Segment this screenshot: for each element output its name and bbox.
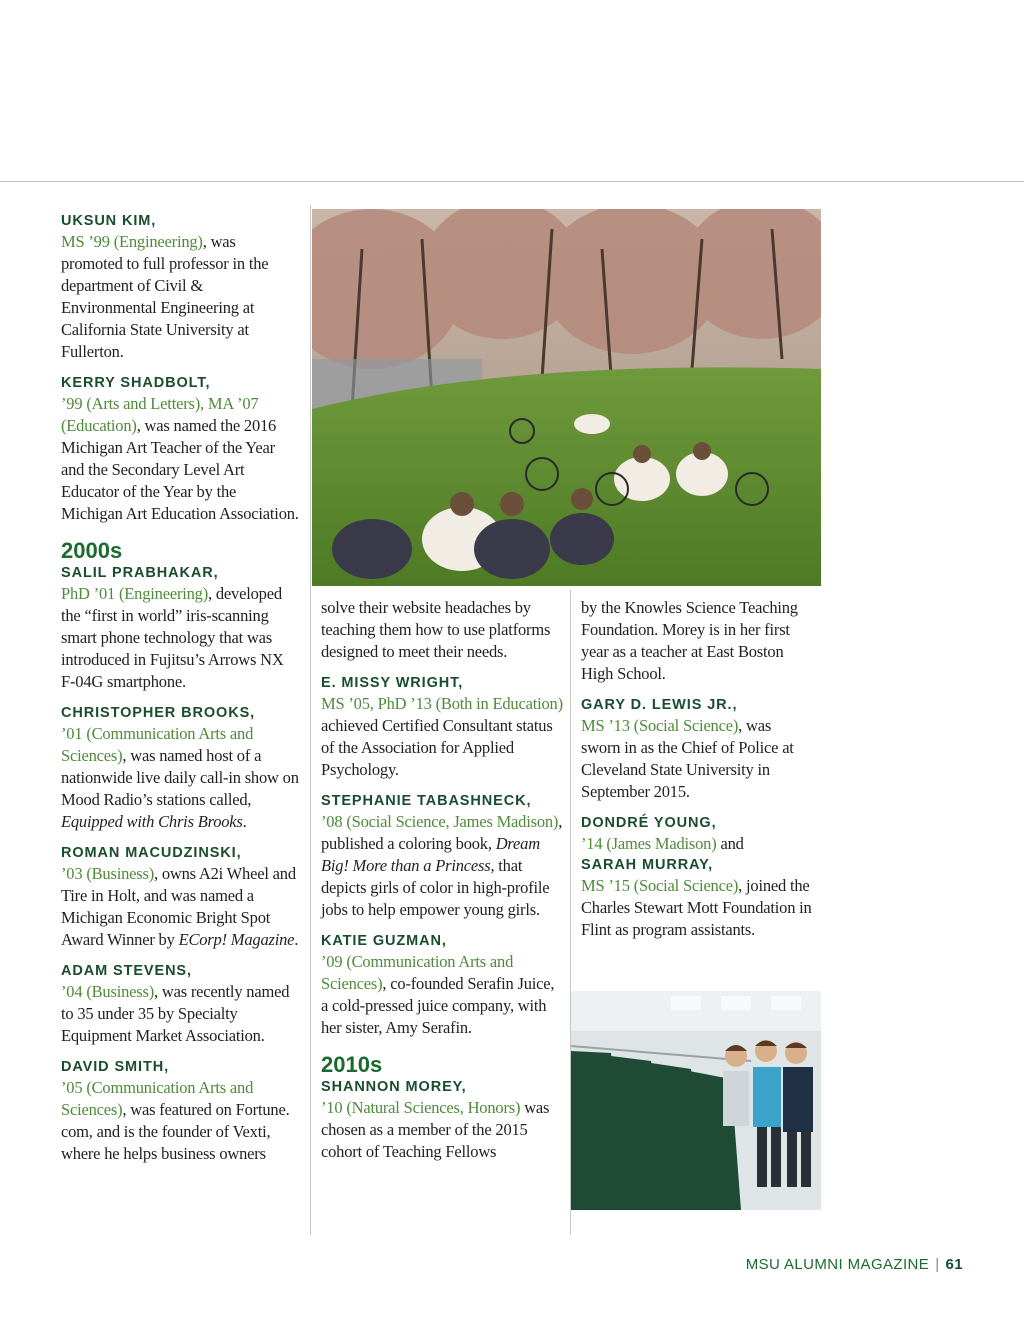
decade-heading-2010s: 2010s xyxy=(321,1052,383,1077)
note-body xyxy=(61,863,301,951)
note-end: . xyxy=(294,930,299,949)
class-note-david-smith xyxy=(61,1057,301,1165)
degree-info: MS ’13 (Social Science) xyxy=(581,716,739,735)
alumni-name: SARAH MURRAY, xyxy=(581,857,714,873)
note-body xyxy=(581,715,813,803)
class-note-dondre-young xyxy=(581,813,813,855)
column-2 xyxy=(321,597,563,1173)
class-note-kerry-shadbolt xyxy=(61,373,301,525)
alumni-name: KATIE GUZMAN, xyxy=(321,933,447,949)
shop-illustration xyxy=(571,991,821,1210)
alumni-name: DONDRÉ YOUNG, xyxy=(581,815,717,831)
footer-separator: | xyxy=(935,1256,940,1273)
photo-students-shopping-jerseys xyxy=(571,991,821,1210)
note-text: , was named the 2016 Michigan Art Teacher of the Year and the Secondary Level Art Educator of the Year by the Michigan Art Education Association. xyxy=(61,416,299,523)
note-text: , was featured on Fortune. com, and is the founder of Vexti, where he helps business owners xyxy=(61,1100,290,1163)
class-note-uksun-kim xyxy=(61,211,301,363)
degree-info: ’05 (Communication Arts and Sciences) xyxy=(61,1078,254,1119)
class-note-adam-stevens xyxy=(61,961,301,1047)
header-rule xyxy=(0,181,1024,182)
note-body xyxy=(61,981,301,1047)
magazine-title: ECorp! Magazine xyxy=(178,930,295,949)
note-text: , was named host of a nationwide live daily call-in show on Mood Radio’s stations called, xyxy=(61,746,299,809)
class-note-salil-prabhakar xyxy=(61,563,301,693)
alumni-name: SHANNON MOREY, xyxy=(321,1079,467,1095)
degree-info: MS ’99 (Engineering) xyxy=(61,232,203,251)
alumni-name: STEPHANIE TABASHNECK, xyxy=(321,793,532,809)
class-note-roman-macudzinski xyxy=(61,843,301,951)
column-3 xyxy=(581,597,813,951)
degree-info: MS ’05, PhD ’13 (Both in Education) xyxy=(321,694,563,713)
class-note-christopher-brooks xyxy=(61,703,301,833)
alumni-name: GARY D. LEWIS JR., xyxy=(581,697,738,713)
class-note-shannon-morey xyxy=(321,1077,563,1163)
note-body xyxy=(61,583,301,693)
alumni-name: SALIL PRABHAKAR, xyxy=(61,565,219,581)
note-body xyxy=(321,1097,563,1163)
degree-info: PhD ’01 (Engineering) xyxy=(61,584,209,603)
note-text: , developed the “first in world” iris-scanning smart phone technology that was introduced in Fujitsu’s Arrows NX F-04G smartphone. xyxy=(61,584,284,691)
note-text: was chosen as a member of the 2015 cohort of Teaching Fellows xyxy=(321,1098,550,1161)
alumni-name: E. MISSY WRIGHT, xyxy=(321,675,464,691)
lawn-illustration xyxy=(312,209,821,586)
note-text: achieved Certified Consultant status of the Association for Applied Psychology. xyxy=(321,716,553,779)
note-continued-text: solve their website headaches by teaching them how to use platforms designed to meet their needs. xyxy=(321,598,551,661)
degree-info: ’14 (James Madison) xyxy=(581,834,717,853)
note-body xyxy=(61,231,301,363)
note-text: , was recently named to 35 under 35 by Specialty Equipment Market Association. xyxy=(61,982,290,1045)
column-1 xyxy=(61,211,301,1175)
note-body xyxy=(321,693,563,781)
note-continued-text: by the Knowles Science Teaching Foundation. Morey is in her first year as a teacher at East Boston High School. xyxy=(581,598,798,683)
degree-info: ’01 (Communication Arts and Sciences) xyxy=(61,724,254,765)
note-body xyxy=(581,875,813,941)
class-note-stephanie-tabashneck xyxy=(321,791,563,921)
column-divider-1 xyxy=(310,205,311,1235)
photo-students-on-campus-lawn xyxy=(312,209,821,586)
note-body xyxy=(321,951,563,1039)
note-text: , was promoted to full professor in the department of Civil & Environmental Engineering at California State University at Fullerton. xyxy=(61,232,269,361)
note-body xyxy=(61,393,301,525)
note-body xyxy=(61,1077,301,1165)
page-number: 61 xyxy=(945,1256,963,1273)
class-note-gary-lewis xyxy=(581,695,813,803)
note-text-2: , that depicts girls of color in high-profile jobs to help empower young girls. xyxy=(321,856,550,919)
class-note-shannon-morey-continued xyxy=(581,597,813,685)
note-body xyxy=(321,811,563,921)
note-text: , was sworn in as the Chief of Police at Cleveland State University in September 2015. xyxy=(581,716,794,801)
note-text: , joined the Charles Stewart Mott Foundation in Flint as program assistants. xyxy=(581,876,812,939)
degree-info: MS ’15 (Social Science) xyxy=(581,876,739,895)
book-title: Dream Big! More than a Princess xyxy=(321,834,540,875)
degree-info: ’03 (Business) xyxy=(61,864,154,883)
decade-heading-2000s: 2000s xyxy=(61,538,123,563)
note-body xyxy=(581,833,813,855)
note-text: , co-founded Serafin Juice, a cold-pressed juice company, with her sister, Amy Serafin. xyxy=(321,974,555,1037)
note-end: . xyxy=(242,812,247,831)
note-text: , published a coloring book, xyxy=(321,812,563,853)
class-note-e-missy-wright xyxy=(321,673,563,781)
alumni-name: KERRY SHADBOLT, xyxy=(61,375,211,391)
alumni-name: ROMAN MACUDZINSKI, xyxy=(61,845,242,861)
alumni-name: ADAM STEVENS, xyxy=(61,963,192,979)
alumni-name: UKSUN KIM, xyxy=(61,213,157,229)
class-note-katie-guzman xyxy=(321,931,563,1039)
class-note-sarah-murray xyxy=(581,855,813,941)
degree-info: ’08 (Social Science, James Madison) xyxy=(321,812,559,831)
magazine-name: MSU ALUMNI MAGAZINE xyxy=(745,1256,930,1273)
degree-info: ’10 (Natural Sciences, Honors) xyxy=(321,1098,521,1117)
degree-info: ’99 (Arts and Letters), MA ’07 (Education) xyxy=(61,394,259,435)
degree-info: ’04 (Business) xyxy=(61,982,154,1001)
note-body xyxy=(61,723,301,833)
degree-info: ’09 (Communication Arts and Sciences) xyxy=(321,952,514,993)
class-note-david-smith-continued xyxy=(321,597,563,663)
note-text: and xyxy=(716,834,744,853)
alumni-name: CHRISTOPHER BROOKS, xyxy=(61,705,256,721)
note-text: , owns A2i Wheel and Tire in Holt, and was named a Michigan Economic Bright Spot Award Winner by xyxy=(61,864,296,949)
page-footer xyxy=(746,1256,963,1273)
alumni-name: DAVID SMITH, xyxy=(61,1059,170,1075)
show-title: Equipped with Chris Brooks xyxy=(61,812,243,831)
